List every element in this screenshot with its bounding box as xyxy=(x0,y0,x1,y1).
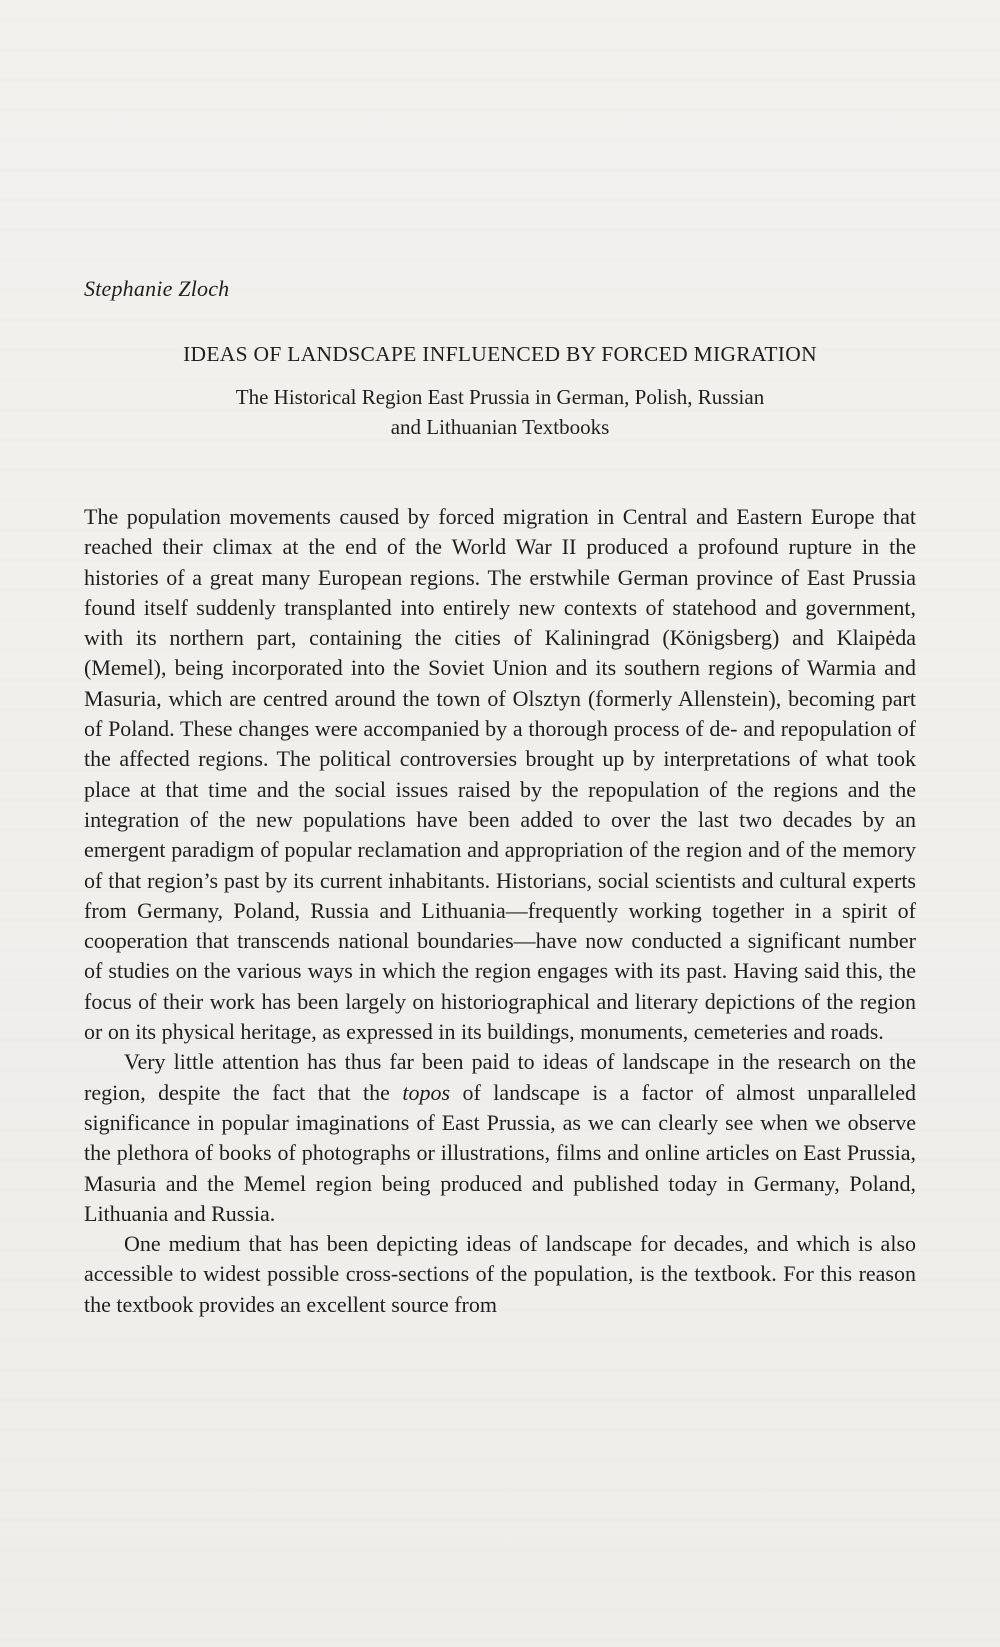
author-name: Stephanie Zloch xyxy=(84,276,230,301)
paragraph-3: One medium that has been depicting ideas of landscape for decades, and which is also accessible to widest possible cross-sections of the population, is the textbook. For this reason the textbook provides an excellent source from xyxy=(84,1231,916,1317)
subtitle-line-1: The Historical Region East Prussia in German, Polish, Russian xyxy=(235,385,765,409)
subtitle-line-2: and Lithuanian Textbooks xyxy=(390,415,610,439)
paragraph-2-before: Very little attention has thus far been paid to ideas of landscape in the research on the region, despite the fact that the xyxy=(84,1049,916,1105)
chapter-subtitle xyxy=(84,382,916,442)
body-text xyxy=(84,502,916,1320)
paragraph-2-italic-term: topos xyxy=(402,1079,451,1105)
paragraph-2-after: of landscape is a factor of almost unparalleled significance in popular imaginations of East Prussia, as we can clearly see when we observe the plethora of books of photographs or illustrations, films and online articles on East Prussia, Masuria and the Memel region being produced and published today in Germany, Poland, Lithuania and Russia. xyxy=(84,1079,916,1226)
paragraph-2 xyxy=(84,1047,916,1229)
paragraph-1: The population movements caused by forced migration in Central and Eastern Europe that reached their climax at the end of the World War II produced a profound rupture in the histories of a great many European regions. The erstwhile German province of East Prussia found itself suddenly transplanted into entirely new contexts of statehood and government, with its northern part, containing the cities of Kaliningrad (Königsberg) and Klaipėda (Memel), being incorporated into the Soviet Union and its southern regions of Warmia and Masuria, which are centred around the town of Olsztyn (formerly Allenstein), becoming part of Poland. These changes were accompanied by a thorough process of de- and repopulation of the affected regions. The political controversies brought up by interpretations of what took place at that time and the social issues raised by the repopulation of the regions and the integration of the new populations have been added to over the last two decades by an emergent paradigm of popular reclamation and appropriation of the region and of the memory of that region’s past by its current inhabitants. Historians, social scientists and cultural experts from Germany, Poland, Russia and Lithuania—frequently working together in a spirit of cooperation that transcends national boundaries—have now conducted a significant number of studies on the various ways in which the region engages with its past. Having said this, the focus of their work has been largely on historiographical and literary depictions of the region or on its physical heritage, as expressed in its buildings, monuments, cemeteries and roads. xyxy=(84,504,916,1045)
chapter-title: IDEAS OF LANDSCAPE INFLUENCED BY FORCED MIGRATION xyxy=(183,342,817,366)
